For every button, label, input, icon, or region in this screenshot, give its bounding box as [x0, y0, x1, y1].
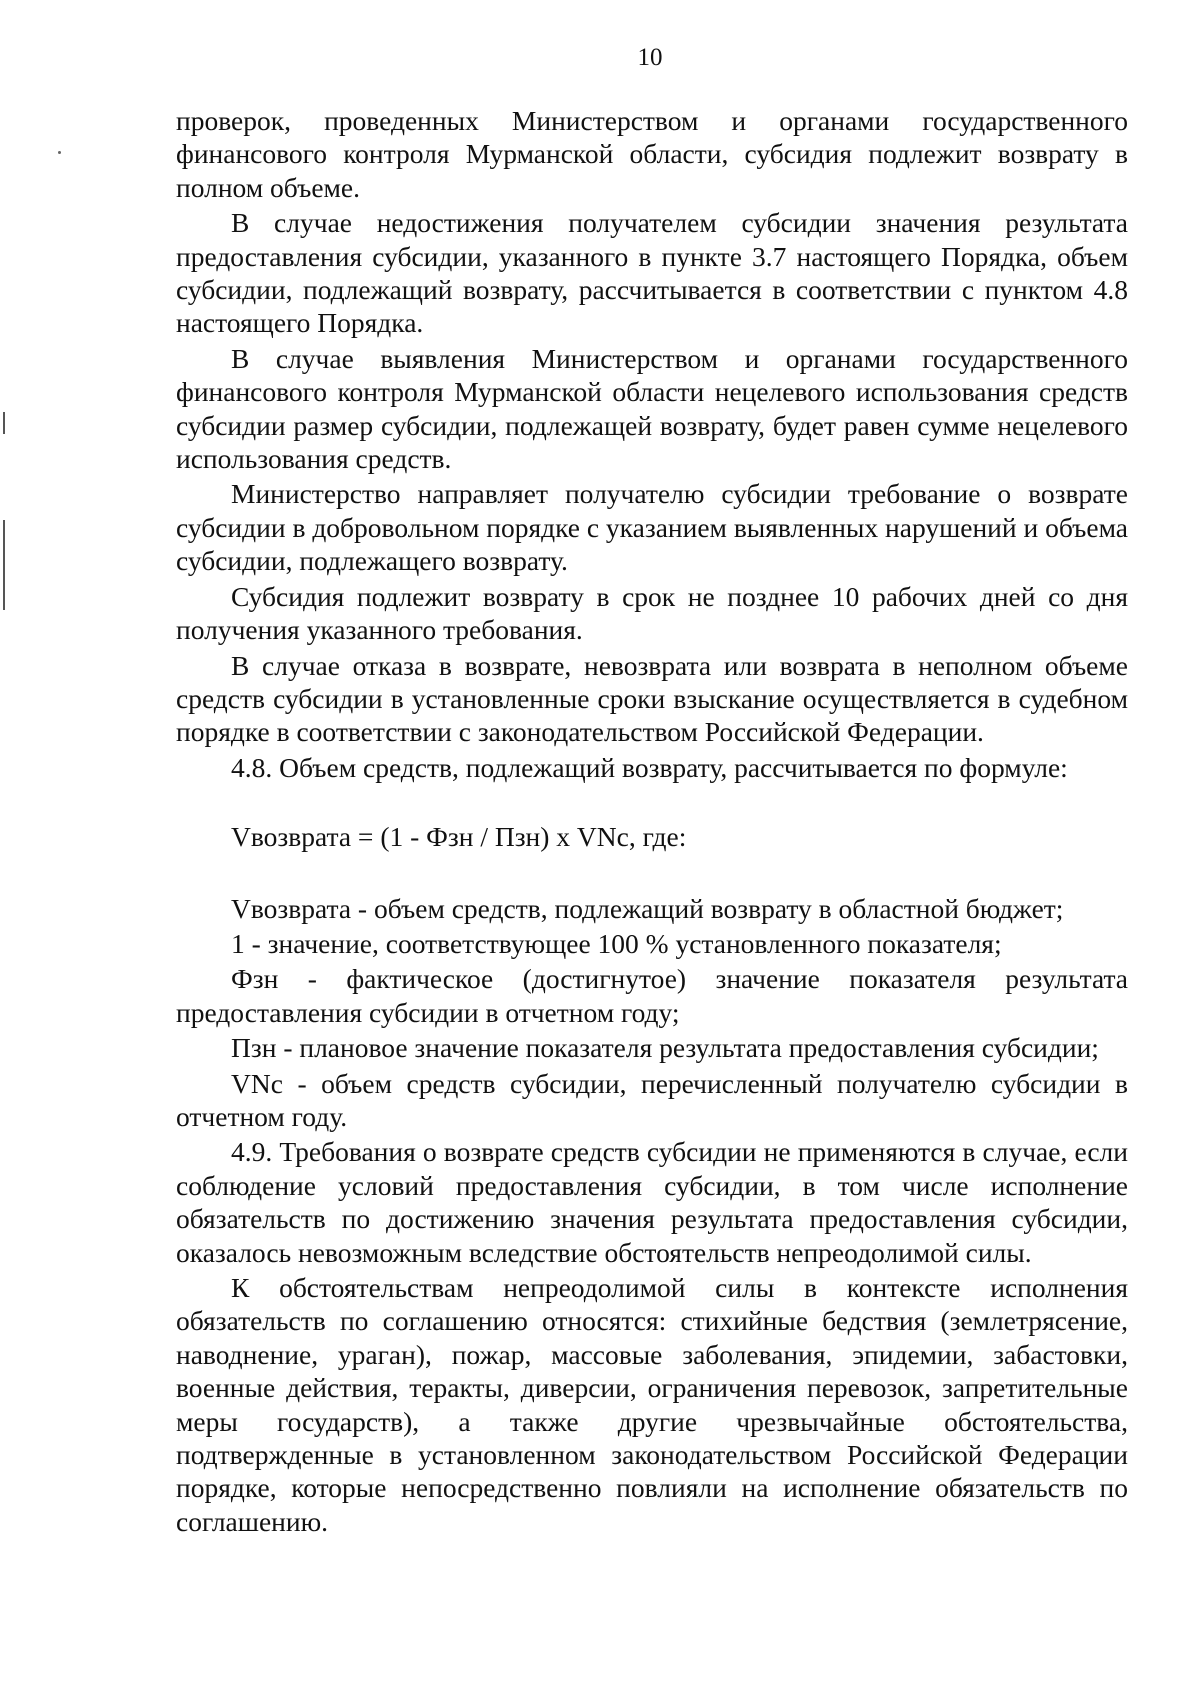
paragraph: В случае отказа в возврате, невозврата или возврата в неполном объеме средств субсидии в установленные сроки взыскание осуществляется в судебном порядке в соответствии с законодательством Российской Федерации. [176, 649, 1128, 748]
scan-edge-mark [3, 412, 5, 434]
document-body [176, 104, 1128, 1540]
scan-speck [58, 151, 61, 154]
paragraph: К обстоятельствам непреодолимой силы в контексте исполнения обязательств по соглашению относятся: стихийные бедствия (землетрясение, наводнение, ураган), пожар, массовые заболевания, эпидемии, забастовки, военные действия, теракты, диверсии, ограничения перевозок, запретительные меры государств), а также другие чрезвычайные обстоятельства, подтвержденные в установленном законодательством Российской Федерации порядке, которые непосредственно повлияли на исполнение обязательств по соглашению. [176, 1272, 1128, 1537]
paragraph: проверок, проведенных Министерством и органами государственного финансового контроля Мурманской области, субсидия подлежит возврату в полном объеме. [176, 105, 1128, 203]
definition: Фзн - фактическое (достигнутое) значение показателя результата предоставления субсидии в отчетном году; [176, 963, 1128, 1028]
definition: 1 - значение, соответствующее 100 % установленного показателя; [231, 927, 1002, 959]
paragraph: Субсидия подлежит возврату в срок не позднее 10 рабочих дней со дня получения указанного требования. [176, 580, 1128, 646]
page-number: 10 [637, 44, 663, 71]
scan-edge-mark [3, 520, 5, 610]
paragraph: В случае выявления Министерством и органами государственного финансового контроля Мурманской области нецелевого использования средств субсидии размер субсидии, подлежащей возврату, будет равен сумме нецелевого использования средств. [176, 342, 1128, 475]
paragraph: В случае недостижения получателем субсидии значения результата предоставления субсидии, указанного в пункте 3.7 настоящего Порядка, объем субсидии, подлежащий возврату, рассчитывается в соответствии с пунктом 4.8 настоящего Порядка. [176, 207, 1128, 339]
definition: Vвозврата - объем средств, подлежащий возврату в областной бюджет; [231, 892, 1064, 924]
definition: Пзн - плановое значение показателя результата предоставления субсидии; [231, 1032, 1099, 1064]
paragraph: Министерство направляет получателю субсидии требование о возврате субсидии в добровольном порядке с указанием выявленных нарушений и объема субсидии, подлежащего возврату. [176, 478, 1128, 577]
paragraph-4-9: 4.9. Требования о возврате средств субсидии не применяются в случае, если соблюдение условий предоставления субсидии, в том числе исполнение обязательств по достижению значения результата предоставления субсидии, оказалось невозможным вследствие обстоятельств непреодолимой силы. [176, 1136, 1128, 1268]
definition: VNс - объем средств субсидии, перечисленный получателю субсидии в отчетном году. [176, 1067, 1128, 1132]
paragraph-4-8: 4.8. Объем средств, подлежащий возврату, рассчитывается по формуле: [231, 751, 1068, 783]
formula: Vвозврата = (1 - Фзн / Пзн) х VNс, где: [231, 821, 687, 853]
